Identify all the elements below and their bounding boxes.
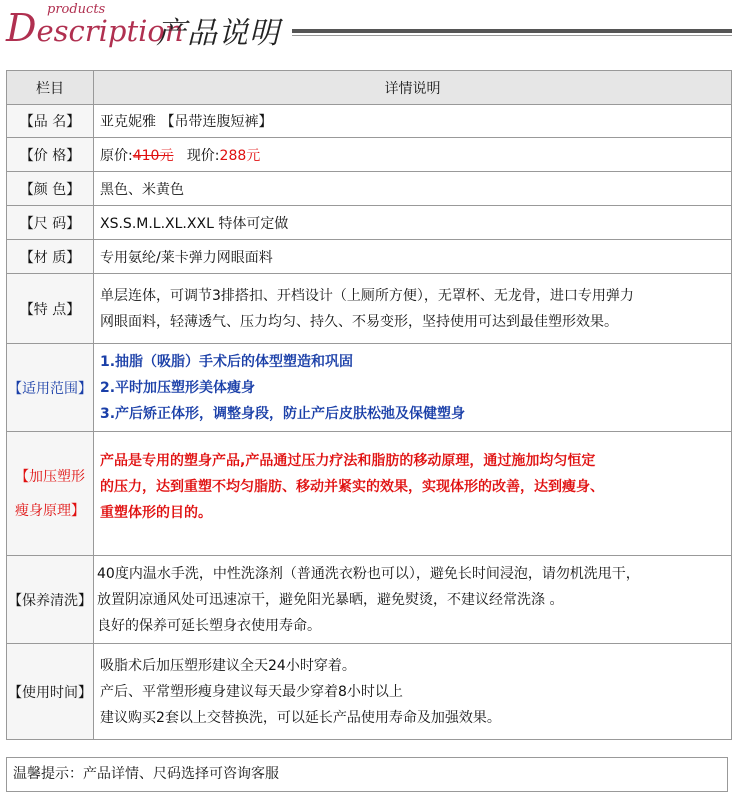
col-label-header: 栏目 <box>7 71 94 105</box>
size-value: XS.S.M.L.XL.XXL 特体可定做 <box>94 206 732 240</box>
color-label: 【颜 色】 <box>7 172 94 206</box>
row-size <box>7 206 732 240</box>
original-price: 410元 <box>132 147 174 164</box>
features-value <box>94 274 732 344</box>
material-value: 专用氨纶/莱卡弹力网眼面料 <box>94 240 732 274</box>
row-name <box>7 105 732 138</box>
current-price: 288元 <box>219 147 261 164</box>
table-header-row <box>7 71 732 105</box>
principle-label <box>7 432 94 556</box>
row-care <box>7 556 732 644</box>
name-value: 亚克妮雅 【吊带连腹短裤】 <box>94 105 732 138</box>
footer-tip: 温馨提示：产品详情、尺码选择可咨询客服 <box>6 757 728 792</box>
principle-label-line: 【加压塑形 <box>15 468 85 485</box>
col-detail-header: 详情说明 <box>94 71 732 105</box>
row-material <box>7 240 732 274</box>
color-value: 黑色、米黄色 <box>94 172 732 206</box>
care-line: 放置阴凉通风处可迅速凉干，避免阳光暴晒，避免熨烫，不建议经常洗涤 。 <box>97 591 564 608</box>
scope-value <box>94 344 732 432</box>
row-features <box>7 274 732 344</box>
current-price-label: 现价: <box>186 147 220 164</box>
usage-line: 建议购买2套以上交替换洗，可以延长产品使用寿命及加强效果。 <box>100 709 501 726</box>
row-price <box>7 138 732 172</box>
features-label: 【特 点】 <box>7 274 94 344</box>
price-value <box>94 138 732 172</box>
size-label: 【尺 码】 <box>7 206 94 240</box>
products-word: products <box>47 2 106 17</box>
row-usage <box>7 644 732 740</box>
care-line: 良好的保养可延长塑身衣使用寿命。 <box>97 617 321 634</box>
care-value <box>94 556 732 644</box>
description-logo: Description <box>6 6 184 50</box>
row-color <box>7 172 732 206</box>
row-scope <box>7 344 732 432</box>
principle-line: 重塑体形的目的。 <box>100 505 212 521</box>
scope-label: 【适用范围】 <box>7 344 94 432</box>
features-line: 单层连体，可调节3排搭扣、开档设计（上厕所方便），无罩杯、无龙骨，进口专用弹力 <box>100 287 634 304</box>
care-line: 40度内温水手洗，中性洗涤剂（普通洗衣粉也可以），避免长时间浸泡，请勿机洗甩干， <box>97 565 640 582</box>
page-header <box>0 0 750 60</box>
header-divider <box>292 29 732 33</box>
price-label: 【价 格】 <box>7 138 94 172</box>
care-label: 【保养清洗】 <box>7 556 94 644</box>
usage-line: 吸脂术后加压塑形建议全天24小时穿着。 <box>100 657 356 674</box>
scope-line: 3.产后矫正体形，调整身段，防止产后皮肤松弛及保健塑身 <box>100 405 466 422</box>
scope-line: 1.抽脂（吸脂）手术后的体型塑造和巩固 <box>100 353 354 370</box>
usage-value <box>94 644 732 740</box>
principle-label-line: 瘦身原理】 <box>15 502 85 519</box>
row-principle <box>7 432 732 556</box>
principle-line: 的压力，达到重塑不均匀脂肪、移动并紧实的效果，实现体形的改善，达到瘦身、 <box>100 479 604 495</box>
scope-line: 2.平时加压塑形美体瘦身 <box>100 379 256 396</box>
usage-label: 【使用时间】 <box>7 644 94 740</box>
material-label: 【材 质】 <box>7 240 94 274</box>
name-label: 【品 名】 <box>7 105 94 138</box>
principle-value <box>94 432 732 556</box>
spec-table <box>6 70 732 740</box>
header-divider-thin <box>292 35 732 36</box>
features-line: 网眼面料，轻薄透气、压力均匀、持久、不易变形，坚持使用可达到最佳塑形效果。 <box>100 313 618 330</box>
page-title: 产品说明 <box>156 16 280 51</box>
usage-line: 产后、平常塑形瘦身建议每天最少穿着8小时以上 <box>100 683 403 700</box>
original-price-label: 原价: <box>100 147 133 164</box>
principle-line: 产品是专用的塑身产品,产品通过压力疗法和脂肪的移动原理，通过施加均匀恒定 <box>100 453 596 469</box>
